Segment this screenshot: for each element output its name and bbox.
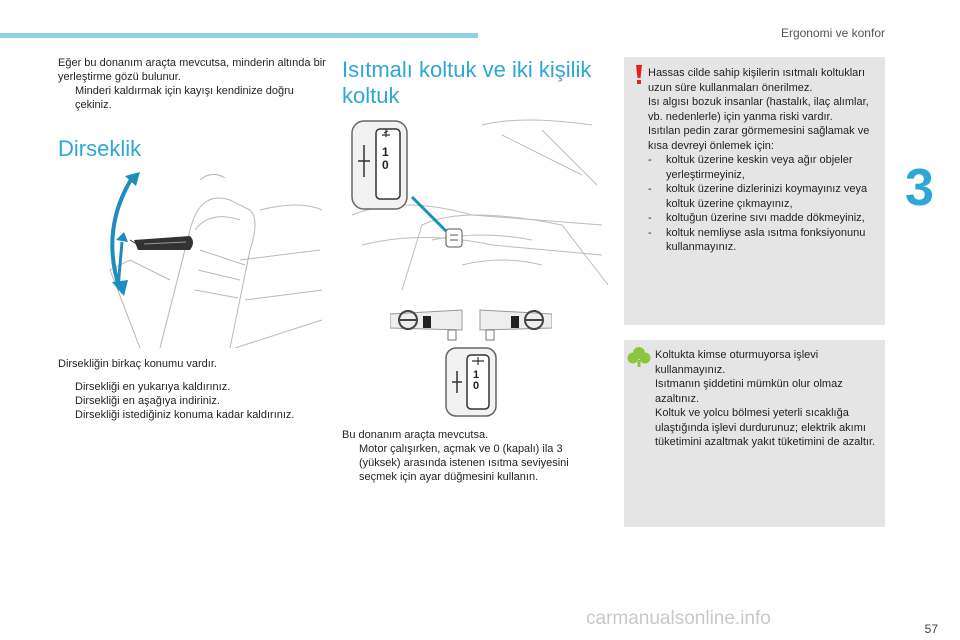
header-bar: [0, 33, 478, 38]
switch-level-lower: 0: [473, 380, 480, 392]
list-item: Dirsekliği en aşağıya indiriniz.: [75, 395, 220, 407]
chapter-number: 3: [905, 159, 934, 217]
armrest-illustration: [100, 170, 322, 348]
armrest-text: Dirsekliğin birkaç konumu vardır.: [58, 358, 217, 370]
switch-level-lower: 0: [382, 158, 389, 172]
list-item: - koltuğun üzerine sıvı madde dökmeyiniz,: [648, 212, 865, 224]
list-item: Minderi kaldırmak için kayışı kendinize doğru çekiniz.: [75, 85, 294, 111]
eco-line: Koltukta kimse oturmuyorsa işlevi kullanmayınız.: [655, 349, 819, 376]
heated-seat-text: Bu donanım araçta mevcutsa.: [342, 429, 489, 441]
list-item: - koltuk nemliyse asla ısıtma fonksiyonunu kullanmayınız.: [648, 226, 866, 253]
warning-line: Isı algısı bozuk insanlar (hastalık, ilaç alımlar, vb. nedenlerle) için yanma riski vardır.: [648, 96, 869, 123]
section-title: Ergonomi ve konfor: [780, 26, 885, 40]
warning-line: Isıtılan pedin zarar görmemesini sağlamak ve kısa devreyi önlemek için:: [648, 125, 870, 152]
warning-line: Hassas cilde sahip kişilerin ısıtmalı koltukları uzun süre kullanmaları önerilmez.: [648, 67, 866, 94]
armrest-title: Dirseklik: [58, 136, 142, 161]
list-item: - koltuk üzerine dizlerinizi koymayınız veya koltuk üzerine çıkmayınız,: [648, 183, 868, 210]
dashboard-switch-illustration: [390, 300, 552, 342]
list-item: Dirsekliği istediğiniz konuma kadar kaldırınız.: [75, 409, 295, 421]
intro-section: [58, 56, 328, 112]
warning-box: [624, 57, 885, 325]
tree-icon: [627, 346, 651, 368]
list-item: - koltuk üzerine keskin veya ağır objeler yerleştirmeyiniz,: [648, 154, 853, 181]
eco-line: Koltuk ve yolcu bölmesi yeterli sıcaklığa ulaştığında işlevi durdurunuz; elektrik akımı tüketimini azaltmak yakıt tüketimini de azaltır.: [655, 407, 876, 448]
intro-text: Eğer bu donanım araçta mevcutsa, minderin altında bir yerleştirme gözü bulunur.: [58, 57, 326, 83]
exclamation-icon: [632, 64, 646, 86]
watermark: carmanualsonline.info: [586, 608, 771, 629]
heated-seat-section: [342, 428, 602, 484]
eco-line: Isıtmanın şiddetini mümkün olur olmaz azaltınız.: [655, 378, 843, 405]
eco-box: [624, 340, 885, 527]
switch-level-upper: 1: [473, 369, 480, 381]
armrest-section: [58, 357, 328, 422]
heated-seat-title: Isıtmalı koltuk ve iki kişilik koltuk: [342, 57, 592, 108]
list-item: Motor çalışırken, açmak ve 0 (kapalı) ila 3 (yüksek) arasında istenen ısıtma seviyesini seçmek için ayar düğmesini kullanın.: [359, 443, 569, 483]
seat-heating-switch-illustration: [445, 347, 497, 417]
list-item: Dirsekliği en yukarıya kaldırınız.: [75, 381, 231, 393]
switch-level-upper: 1: [382, 145, 389, 159]
heated-seat-illustration: [342, 115, 608, 290]
page-number: 57: [924, 622, 938, 636]
